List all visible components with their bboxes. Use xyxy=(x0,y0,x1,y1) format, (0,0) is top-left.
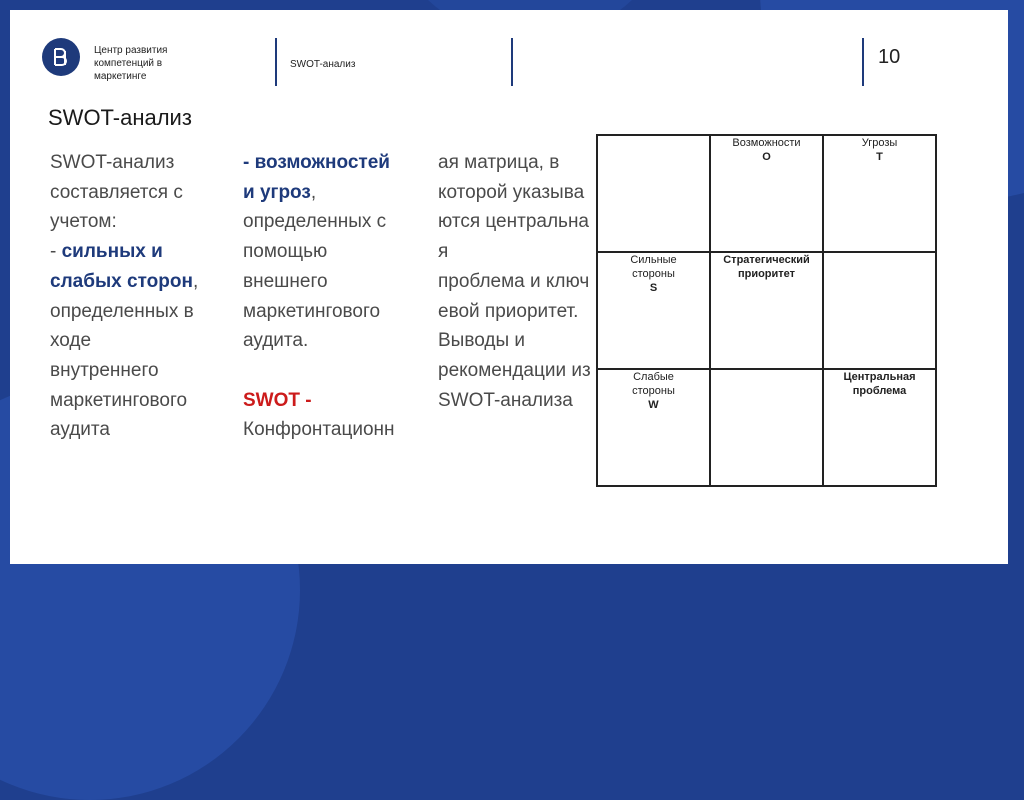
text-line: ходе xyxy=(50,330,92,352)
text-line xyxy=(50,267,198,297)
text-line: помощью xyxy=(243,241,328,263)
text-line: аудита. xyxy=(243,330,309,352)
matrix-row xyxy=(597,252,936,369)
text-column-1 xyxy=(50,148,198,445)
text-line: учетом: xyxy=(50,211,117,233)
cell-label: Возможности xyxy=(732,137,801,149)
text-line: внешнего xyxy=(243,270,328,292)
cell-label: Слабые xyxy=(633,371,674,383)
text-line: ются центральна xyxy=(438,211,589,233)
emphasis-text: слабых сторон xyxy=(50,270,193,292)
cell-label: Угрозы xyxy=(861,137,898,149)
text-fragment: , xyxy=(192,270,199,292)
cell-label: проблема xyxy=(852,385,907,397)
text-line: я xyxy=(438,241,449,263)
highlight-text: SWOT - xyxy=(243,389,312,411)
text-line: Конфронтационн xyxy=(243,419,395,441)
text-line: которой указыва xyxy=(438,181,585,203)
cell-label: стороны xyxy=(632,268,675,280)
text-column-3 xyxy=(438,148,598,415)
text-line xyxy=(243,356,395,386)
text-line: определенных с xyxy=(243,211,387,233)
header-section-title: SWOT-анализ xyxy=(290,59,356,70)
cell-label: Сильные xyxy=(630,254,677,266)
emphasis-text: сильных и xyxy=(61,241,163,263)
text-line: определенных в xyxy=(50,300,194,322)
cell-label: Стратегический xyxy=(723,254,810,266)
text-line: внутреннего xyxy=(50,359,159,381)
cell-label: стороны xyxy=(632,385,675,397)
organization-name xyxy=(94,44,204,83)
cell-letter: S xyxy=(649,282,658,294)
opportunities-header xyxy=(710,135,823,252)
cell-label: Центральная xyxy=(843,371,916,383)
text-line: составляется с xyxy=(50,181,183,203)
threats-header xyxy=(823,135,936,252)
cell-letter: O xyxy=(762,151,771,163)
matrix-empty-cell xyxy=(823,252,936,369)
emphasis-text: и угроз xyxy=(243,181,311,203)
strengths-header xyxy=(597,252,710,369)
org-line: маркетинге xyxy=(94,71,147,82)
org-line: компетенций в xyxy=(94,58,163,69)
text-line xyxy=(243,148,395,178)
header-divider xyxy=(862,38,864,86)
text-line: аудита xyxy=(50,419,110,441)
central-problem-cell xyxy=(823,369,936,486)
slide-title: SWOT-анализ xyxy=(48,105,192,130)
text-line: маркетингового xyxy=(50,389,188,411)
text-line: рекомендации из xyxy=(438,359,591,381)
text-line: проблема и ключ xyxy=(438,270,590,292)
header-divider xyxy=(511,38,513,86)
text-line: ая матрица, в xyxy=(438,152,560,173)
cell-label: приоритет xyxy=(737,268,796,280)
weaknesses-header xyxy=(597,369,710,486)
text-line: евой приоритет. xyxy=(438,300,579,322)
text-line: SWOT-анализа xyxy=(438,389,573,411)
text-line: Выводы и xyxy=(438,330,525,352)
org-line: Центр развития xyxy=(94,45,168,56)
text-fragment: - xyxy=(50,241,62,263)
hse-logo-icon xyxy=(42,38,80,76)
matrix-corner-cell xyxy=(597,135,710,252)
header-divider xyxy=(275,38,277,86)
text-line: маркетингового xyxy=(243,300,381,322)
strategic-priority-cell xyxy=(710,252,823,369)
text-line xyxy=(243,178,395,208)
swot-matrix xyxy=(596,134,937,487)
slide xyxy=(10,10,1008,564)
text-line xyxy=(243,386,395,416)
cell-letter: T xyxy=(876,151,883,163)
text-fragment: , xyxy=(310,181,317,203)
emphasis-text: - возможностей xyxy=(243,152,390,173)
page-number: 10 xyxy=(878,46,901,68)
text-line xyxy=(50,237,198,267)
text-column-2 xyxy=(243,148,395,445)
matrix-row xyxy=(597,135,936,252)
cell-letter: W xyxy=(648,399,659,411)
matrix-empty-cell xyxy=(710,369,823,486)
text-line: SWOT-анализ xyxy=(50,152,175,173)
matrix-row xyxy=(597,369,936,486)
